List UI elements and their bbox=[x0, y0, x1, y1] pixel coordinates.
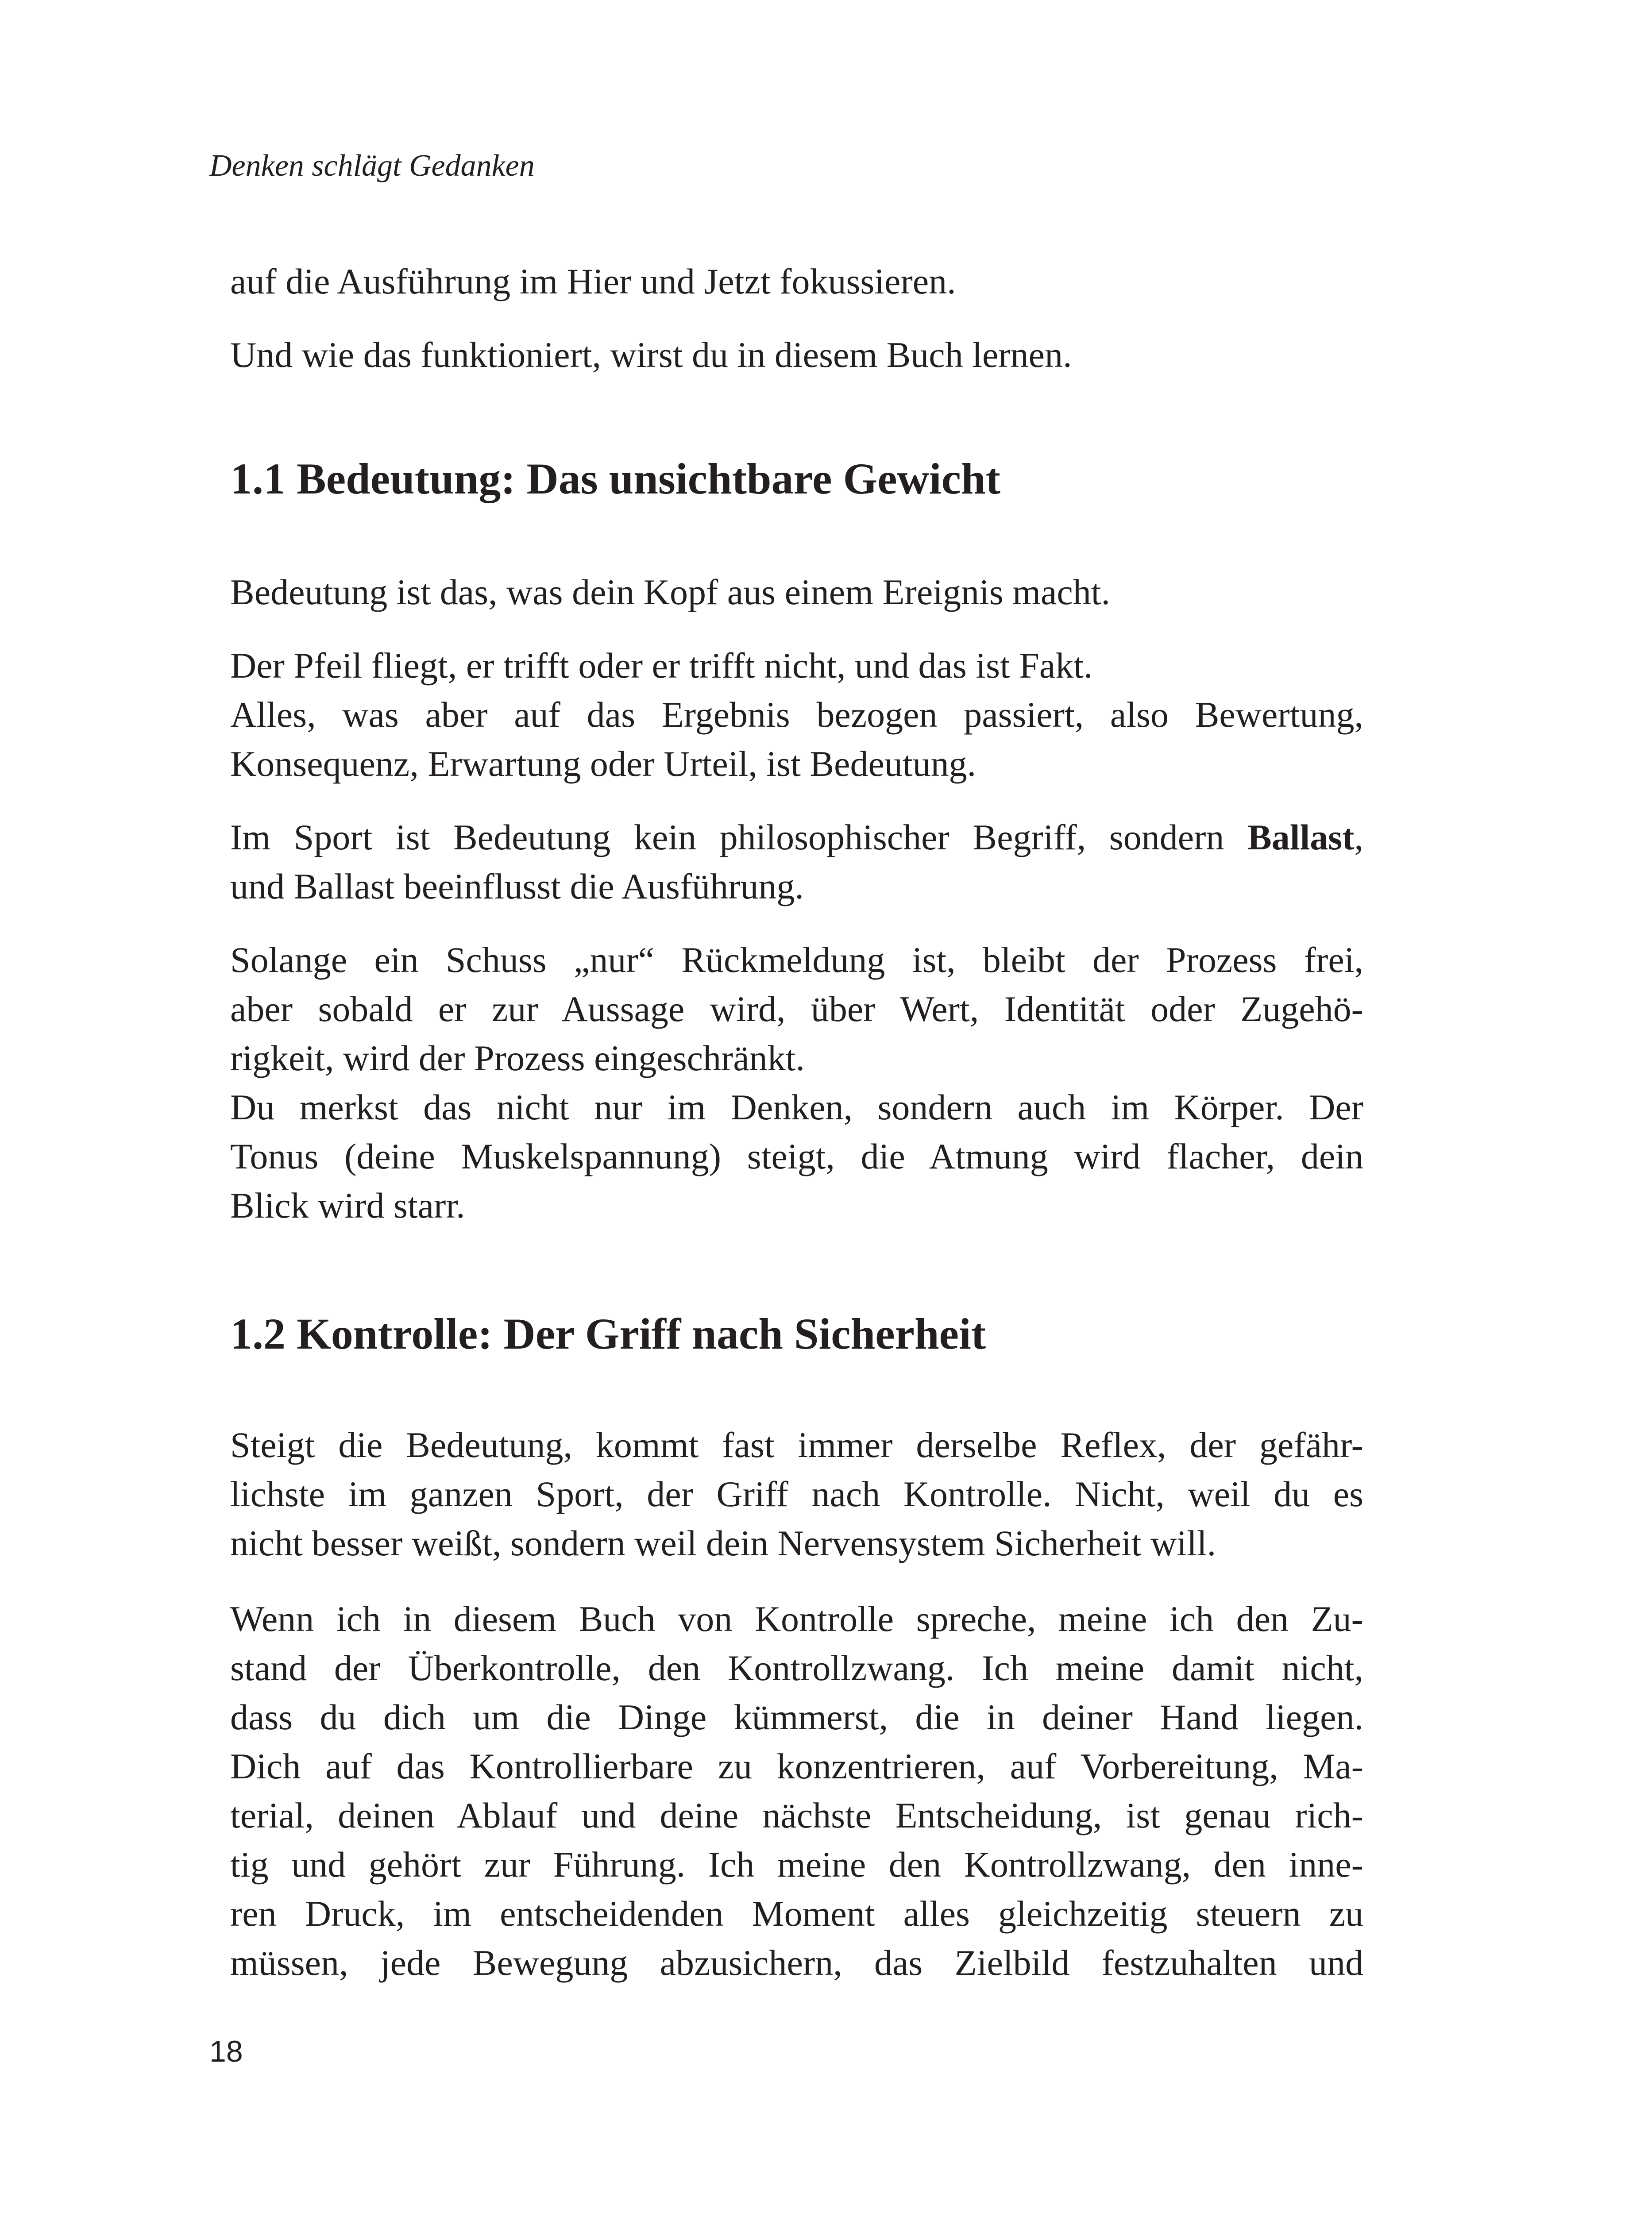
paragraph-pfeil bbox=[230, 641, 1363, 788]
text-line bbox=[230, 813, 1363, 862]
text-line: Der Pfeil fliegt, er trifft oder er trifft nicht, und das ist Fakt. bbox=[230, 645, 1093, 686]
paragraph-kontrollzwang bbox=[230, 1594, 1363, 1987]
text-line: Tonus (deine Muskelspannung) steigt, die Atmung wird flacher, dein bbox=[230, 1136, 1363, 1176]
text-line: Steigt die Bedeutung, kommt fast immer derselbe Reflex, der gefähr- bbox=[230, 1425, 1363, 1465]
text-line: rigkeit, wird der Prozess eingeschränkt. bbox=[230, 1038, 805, 1078]
text-line: terial, deinen Ablauf und deine nächste Entscheidung, ist genau rich- bbox=[230, 1795, 1363, 1835]
section-heading-1-1: 1.1 Bedeutung: Das unsichtbare Gewicht bbox=[230, 454, 1000, 503]
text-segment: , bbox=[1354, 817, 1363, 857]
page-number: 18 bbox=[209, 2035, 243, 2068]
text-segment: Im Sport ist Bedeutung kein philosophischer Begriff, sondern bbox=[230, 817, 1224, 857]
paragraph-intro-1 bbox=[230, 257, 1363, 306]
text-line: lichste im ganzen Sport, der Griff nach Kontrolle. Nicht, weil du es bbox=[230, 1474, 1363, 1514]
paragraph-kontrolle-reflex bbox=[230, 1420, 1363, 1568]
text-line: und Ballast beeinflusst die Ausführung. bbox=[230, 866, 804, 906]
text-line: auf die Ausführung im Hier und Jetzt fokussieren. bbox=[230, 261, 956, 301]
text-line: aber sobald er zur Aussage wird, über Wert, Identität oder Zugehö- bbox=[230, 989, 1363, 1029]
emphasis-ballast: Ballast bbox=[1247, 817, 1355, 857]
paragraph-bedeutung-definition bbox=[230, 567, 1363, 617]
text-line: Wenn ich in diesem Buch von Kontrolle spreche, meine ich den Zu- bbox=[230, 1599, 1363, 1639]
text-line: müssen, jede Bewegung abzusichern, das Zielbild festzuhalten und bbox=[230, 1943, 1363, 1983]
text-line: nicht besser weißt, sondern weil dein Nervensystem Sicherheit will. bbox=[230, 1523, 1216, 1563]
page-body bbox=[230, 257, 1363, 1987]
text-line: Alles, was aber auf das Ergebnis bezogen passiert, also Bewertung, bbox=[230, 694, 1363, 735]
paragraph-intro-2 bbox=[230, 330, 1363, 379]
text-line: Bedeutung ist das, was dein Kopf aus einem Ereignis macht. bbox=[230, 572, 1111, 612]
paragraph-schuss bbox=[230, 935, 1363, 1230]
text-line: tig und gehört zur Führung. Ich meine den Kontrollzwang, den inne- bbox=[230, 1844, 1363, 1885]
text-line: Und wie das funktioniert, wirst du in diesem Buch lernen. bbox=[230, 335, 1072, 375]
paragraph-ballast bbox=[230, 813, 1363, 911]
section-heading-1-2: 1.2 Kontrolle: Der Griff nach Sicherheit bbox=[230, 1309, 986, 1358]
text-line: dass du dich um die Dinge kümmerst, die in deiner Hand liegen. bbox=[230, 1697, 1363, 1737]
text-line: Konsequenz, Erwartung oder Urteil, ist Bedeutung. bbox=[230, 744, 977, 784]
text-line: Dich auf das Kontrollierbare zu konzentrieren, auf Vorbereitung, Ma- bbox=[230, 1746, 1363, 1786]
running-head: Denken schlägt Gedanken bbox=[209, 149, 535, 183]
text-line: Du merkst das nicht nur im Denken, sondern auch im Körper. Der bbox=[230, 1087, 1363, 1127]
text-line: Blick wird starr. bbox=[230, 1185, 465, 1226]
text-line: ren Druck, im entscheidenden Moment alles gleichzeitig steuern zu bbox=[230, 1893, 1363, 1934]
text-line: stand der Überkontrolle, den Kontrollzwang. Ich meine damit nicht, bbox=[230, 1648, 1363, 1688]
text-line: Solange ein Schuss „nur“ Rückmeldung ist, bleibt der Prozess frei, bbox=[230, 940, 1363, 980]
